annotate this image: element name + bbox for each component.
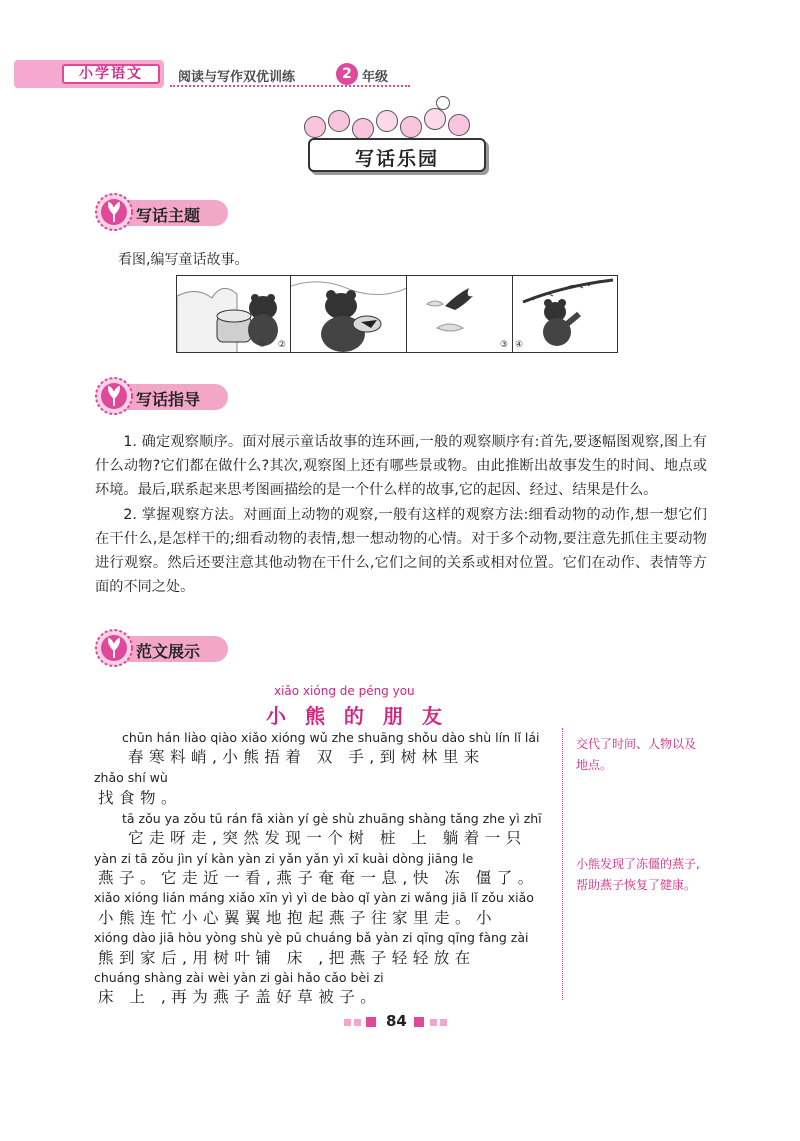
subject-label: 小学语文 xyxy=(62,64,160,84)
story-line-pinyin: zhǎo shí wù xyxy=(94,770,168,785)
guidance-paragraph: 2. 掌握观察方法。对画面上动物的观察,一般有这样的观察方法:细看动物的动作,想一想它们在干什么,是怎样干的;细看动物的表情,想一想动物的心情。对于多个动物,要注意先抓住主要动物进行观察。然后还要注意其他动物在干什么,它们之间的关系或相对位置。它们在动作、表情等方面的不同之处。 xyxy=(95,506,707,596)
bear-holding-swallow-illustration xyxy=(291,276,407,352)
story-line-pinyin: xióng dào jiā hòu yòng shù yè pū chuáng bǎ yàn zi qīng qīng fàng zài xyxy=(94,930,529,945)
story-line-text: 熊到家后,用树叶铺 床 ,把燕子轻轻放在 xyxy=(98,949,476,967)
side-annotation: 小熊发现了冻僵的燕子,帮助燕子恢复了健康。 xyxy=(576,857,700,892)
series-title: 阅读与写作双优训练 xyxy=(178,70,296,85)
flower-icon xyxy=(94,376,134,416)
story-line-pinyin: chuáng shàng zài wèi yàn zi gài hǎo cǎo bèi zi xyxy=(94,970,384,985)
section-header-sample xyxy=(94,628,234,668)
section-title: 范文展示 xyxy=(136,642,201,661)
panel-number: ③ xyxy=(499,340,508,350)
comic-panel-4 xyxy=(513,276,619,352)
guidance-paragraph: 1. 确定观察顺序。面对展示童话故事的连环画,一般的观察顺序有:首先,要逐幅图观察,图上有什么动物?它们都在做什么?其次,观察图上还有哪些景或物。由此推断出故事发生的时间、地点或环境。最后,联系起来思考图画描绘的是一个什么样的故事,它的起因、经过、结果是什么。 xyxy=(95,434,707,499)
guidance-text xyxy=(95,430,707,599)
side-annotation: 交代了时间、人物以及地点。 xyxy=(576,737,697,772)
panel-number: ② xyxy=(277,340,286,350)
section-title: 写话主题 xyxy=(136,206,201,225)
story-line-text: 床 上 ,再为燕子盖好草被子。 xyxy=(98,988,382,1006)
page-header xyxy=(0,60,800,90)
panel-number: ④ xyxy=(515,340,524,350)
story-line-pinyin: tā zǒu ya zǒu tū rán fā xiàn yí gè shù zhuāng shàng tǎng zhe yì zhī xyxy=(122,811,542,826)
comic-panel-3 xyxy=(407,276,513,352)
flower-icon xyxy=(94,192,134,232)
page-footer xyxy=(340,1010,460,1034)
comic-strip xyxy=(176,275,618,353)
cartoon-kids-decoration xyxy=(300,100,490,140)
annotation-divider xyxy=(562,728,563,1000)
story-title: 小 熊 的 朋 友 xyxy=(266,704,448,728)
panel-number: ① xyxy=(257,340,266,350)
page-number: 84 xyxy=(386,1012,407,1030)
writing-prompt: 看图,编写童话故事。 xyxy=(118,252,249,268)
section-title: 写话指导 xyxy=(136,390,201,409)
chapter-title: 写话乐园 xyxy=(354,148,439,170)
header-dotted-line xyxy=(170,85,410,87)
bear-at-stump-illustration xyxy=(177,276,291,352)
story-line-pinyin: yàn zi tā zǒu jìn yí kàn yàn zi yǎn yǎn yì xī kuài dòng jiāng le xyxy=(94,851,474,866)
grade-number-badge: 2 xyxy=(336,63,358,85)
section-header-theme xyxy=(94,192,234,232)
story-title-pinyin: xiǎo xióng de péng you xyxy=(274,684,415,698)
story-line-text: 它走呀走,突然发现一个树 桩 上 躺着一只 xyxy=(128,829,527,847)
story-line-pinyin: xiǎo xióng lián máng xiǎo xīn yì yì de bào qǐ yàn zi wǎng jiā lǐ zǒu xiǎo xyxy=(94,890,534,905)
grade-label: 年级 xyxy=(362,70,389,85)
story-line-text: 小熊连忙小心翼翼地抱起燕子往家里走。小 xyxy=(98,909,498,927)
story-line-pinyin: chūn hán liào qiào xiǎo xióng wǔ zhe shuāng shǒu dào shù lín lǐ lái xyxy=(122,730,540,745)
story-line-text: 春寒料峭,小熊捂着 双 手,到树林里来 xyxy=(128,748,485,766)
flying-swallow-illustration xyxy=(407,276,513,352)
comic-panel-2 xyxy=(291,276,407,352)
bear-waving-illustration xyxy=(513,276,619,352)
chapter-title-box xyxy=(308,138,486,172)
comic-panel-1 xyxy=(177,276,291,352)
story-line-text: 燕子。它走近一看,燕子奄奄一息,快 冻 僵了。 xyxy=(98,869,539,887)
story-line-text: 找食物。 xyxy=(98,789,183,807)
section-header-guidance xyxy=(94,376,234,416)
flower-icon xyxy=(94,628,134,668)
